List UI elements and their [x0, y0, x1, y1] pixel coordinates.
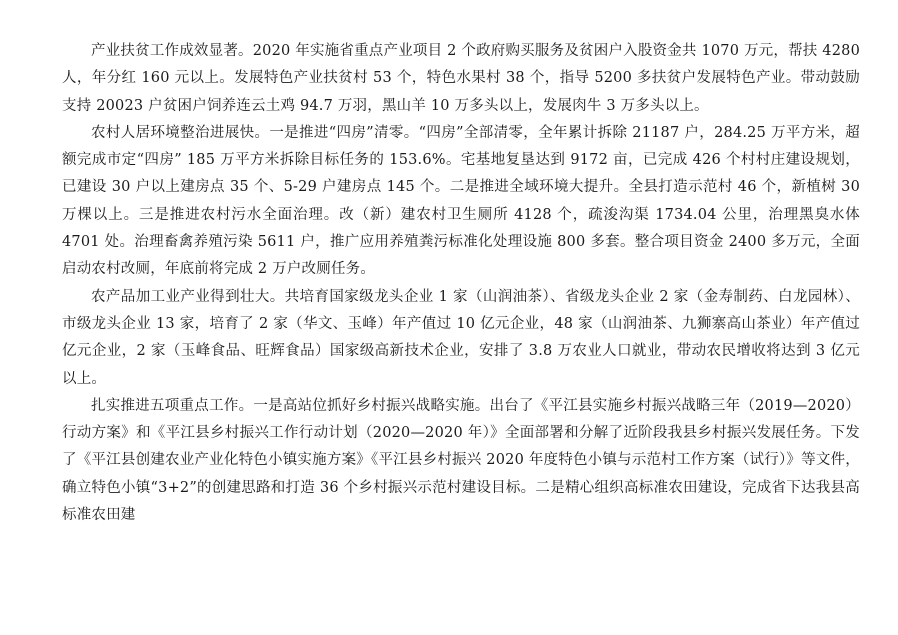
paragraph-agricultural-processing: 农产品加工业产业得到壮大。共培育国家级龙头企业 1 家（山润油茶）、省级龙头企业 2 家（金寿制药、白龙园林）、市级龙头企业 13 家，培育了 2 家（华文、玉峰）年产值过 10 亿元企业，48 家（山润油茶、九狮寨高山茶业）年产值过亿元企业，2 家（玉峰食品、旺辉食品）国家级高新技术企业，安排了 3.8 万农业人口就业，带动农民增收将达到 3 亿元以上。 — [62, 288, 860, 387]
paragraph-industrial-poverty-alleviation: 产业扶贫工作成效显著。2020 年实施省重点产业项目 2 个政府购买服务及贫困户入股资金共 1070 万元，帮扶 4280 人，年分红 160 元以上。发展特色产业扶贫村 53 个，特色水果村 38 个，指导 5200 多扶贫户发展特色产业。带动鼓励支持 20023 户贫困户饲养连云土鸡 94.7 万羽，黑山羊 10 万多头以上，发展肉牛 3 万多头以上。 — [62, 43, 860, 114]
document-page — [62, 38, 860, 529]
paragraph-rural-environment: 农村人居环境整治进展快。一是推进“四房”清零。“四房”全部清零，全年累计拆除 21187 户，284.25 万平方米，超额完成市定“四房” 185 万平方米拆除目标任务的 153.6%。宅基地复垦达到 9172 亩，已完成 426 个村村庄建设规划，已建设 30 户以上建房点 35 个、5-29 户建房点 145 个。二是推进全域环境大提升。全县打造示范村 46 个，新植树 30 万棵以上。三是推进农村污水全面治理。改（新）建农村卫生厕所 4128 个，疏浚沟渠 1734.04 公里，治理黑臭水体 4701 处。治理畜禽养殖污染 5611 户，推广应用养殖粪污标准化处理设施 800 多套。整合项目资金 2400 多万元，全面启动农村改厕，年底前将完成 2 万户改厕任务。 — [62, 124, 860, 278]
paragraph-five-key-tasks: 扎实推进五项重点工作。一是高站位抓好乡村振兴战略实施。出台了《平江县实施乡村振兴战略三年（2019—2020）行动方案》和《平江县乡村振兴工作行动计划（2020—2020 年）》全面部署和分解了近阶段我县乡村振兴发展任务。下发了《平江县创建农业产业化特色小镇实施方案》《平江县乡村振兴 2020 年度特色小镇与示范村工作方案（试行）》等文件，确立特色小镇“3+2”的创建思路和打造 36 个乡村振兴示范村建设目标。二是精心组织高标准农田建设，完成省下达我县高标准农田建 — [62, 397, 860, 524]
